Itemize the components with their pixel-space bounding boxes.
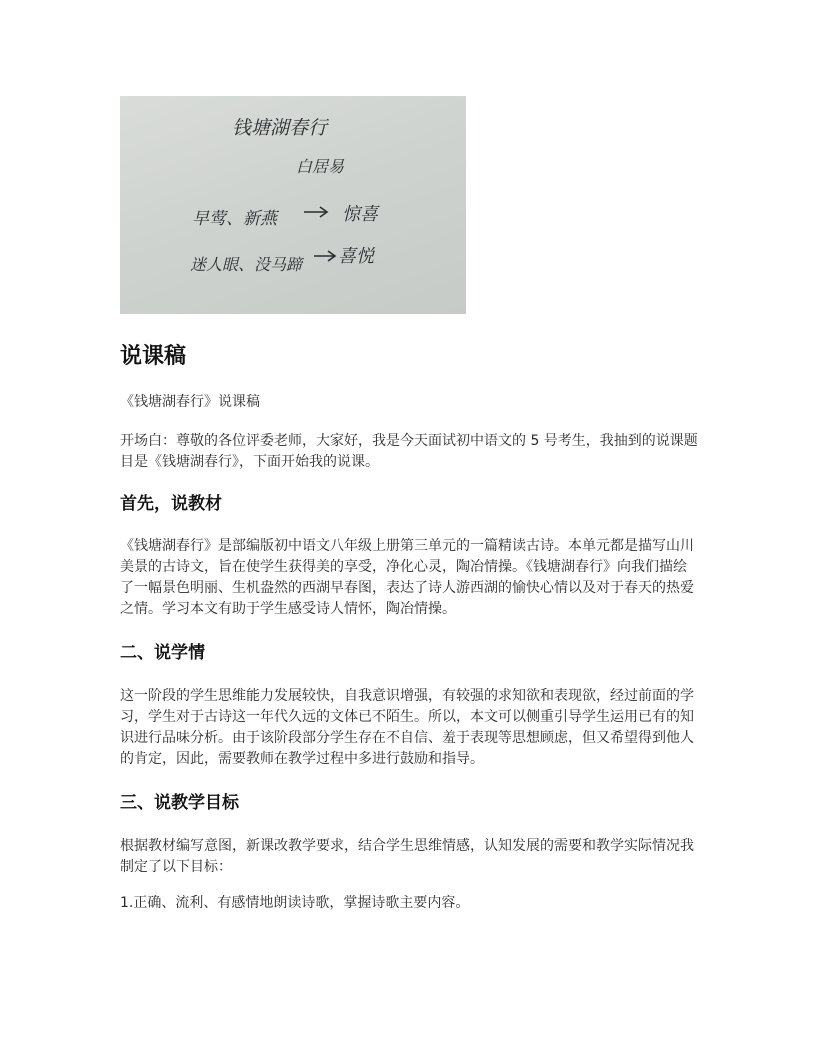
section-body-students: 这一阶段的学生思维能力发展较快，自我意识增强，有较强的求知欲和表现欲，经过前面的学习，学生对于古诗这一年代久远的文体已不陌生。所以，本文可以侧重引导学生运用已有的知识进行品味分析。由于该阶段部分学生存在不自信、羞于表现等思想顾虑，但又希望得到他人的肯定，因此，需要教师在教学过程中多进行鼓励和指导。 [120, 688, 694, 767]
document-page [120, 96, 700, 914]
board-line1-left: 早莺、新燕 [192, 209, 277, 229]
board-line1-right: 惊喜 [342, 204, 378, 225]
board-line2-right: 喜悦 [338, 246, 374, 267]
whiteboard-photo [120, 96, 466, 314]
section-body-goals: 根据教材编写意图，新课改教学要求，结合学生思维情感，认知发展的需要和教学实际情况我制定了以下目标： [120, 838, 694, 875]
goal-item: 1.正确、流利、有感情地朗读诗歌，掌握诗歌主要内容。 [120, 895, 470, 911]
section-heading-textbook: 首先，说教材 [120, 494, 222, 514]
opening-paragraph: 开场白：尊敬的各位评委老师，大家好，我是今天面试初中语文的 5 号考生，我抽到的说课题目是《钱塘湖春行》，下面开始我的说课。 [120, 433, 698, 470]
section-heading-goals: 三、说教学目标 [120, 793, 239, 813]
board-line2-left: 迷人眼、没马蹄 [190, 255, 303, 274]
section-heading-students: 二、说学情 [120, 643, 205, 663]
whiteboard-handwriting [120, 96, 466, 314]
arrow-right-icon [304, 207, 327, 217]
document-subtitle: 《钱塘湖春行》说课稿 [120, 394, 260, 410]
arrow-right-icon [314, 251, 335, 261]
board-title: 钱塘湖春行 [232, 117, 328, 139]
page-title: 说课稿 [120, 344, 187, 369]
section-body-textbook: 《钱塘湖春行》是部编版初中语文八年级上册第三单元的一篇精读古诗。本单元都是描写山川美景的古诗文，旨在使学生获得美的享受，净化心灵，陶冶情操。《钱塘湖春行》向我们描绘了一幅景色明丽、生机盎然的西湖早春图，表达了诗人游西湖的愉快心情以及对于春天的热爱之情。学习本文有助于学生感受诗人情怀，陶冶情操。 [120, 538, 694, 617]
board-author: 白居易 [296, 157, 345, 176]
